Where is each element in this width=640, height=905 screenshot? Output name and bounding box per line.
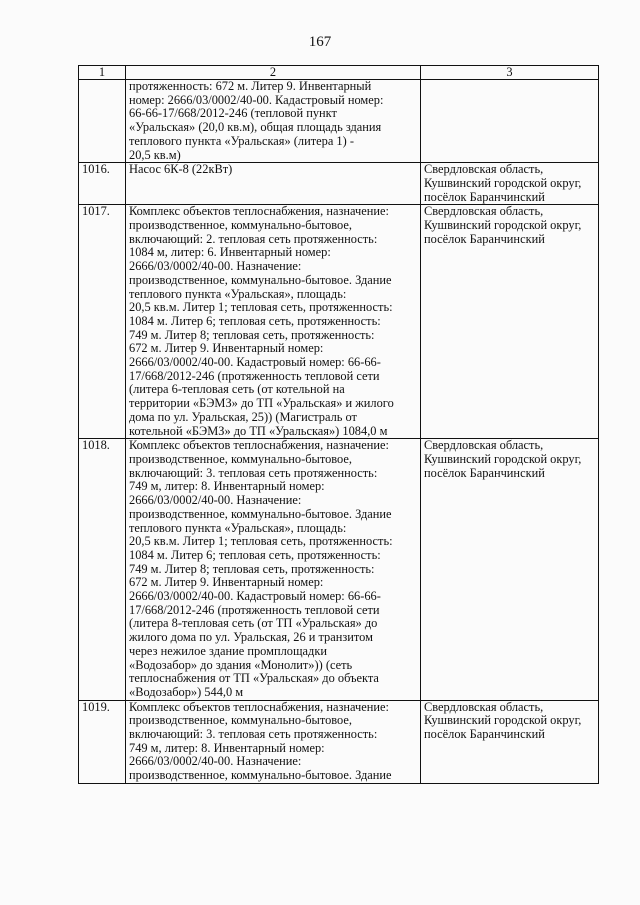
description-line: 20,5 кв.м) [129,147,181,162]
table-row [79,700,599,783]
description-line: включающий: 3. тепловая сеть протяженность: [129,465,378,480]
location-line: Кушвинский городской округ, [424,451,582,466]
header-cell-location: 3 [421,66,599,80]
row-number-cell [79,80,126,163]
location-line: посёлок Баранчинский [424,727,545,742]
description-line: дома по ул. Уральская, 25)) (Магистраль от [129,409,357,424]
description-line: 2666/03/0002/40-00. Кадастровый номер: 66-66- [129,589,381,604]
description-line: 2666/03/0002/40-00. Назначение: [129,754,302,769]
description-line: производственное, коммунально-бытовое, [129,713,352,728]
location-line: посёлок Баранчинский [424,189,545,204]
row-number-cell: 1017. [79,205,126,439]
description-line: производственное, коммунально-бытовое. Здание [129,768,392,783]
description-line: теплового пункта «Уральская», площадь: [129,286,347,301]
table-header-row [79,66,599,80]
table-row [79,80,599,163]
description-line: 17/668/2012-246 (протяженность тепловой сети [129,368,380,383]
row-number-cell: 1018. [79,439,126,700]
description-line: жилого дома по ул. Уральская, 26 и транзитом [129,630,373,645]
description-line: 672 м. Литер 9. Инвентарный номер: [129,341,324,356]
description-line: «Водозабор») 544,0 м [129,684,244,699]
location-line: Кушвинский городской округ, [424,218,582,233]
header-cell-description: 2 [126,66,421,80]
description-line: протяженность: 672 м. Литер 9. Инвентарный [129,79,372,93]
description-line: Насос 6К-8 (22кВт) [129,162,233,177]
location-line: Свердловская область, [424,438,544,453]
location-cell [421,205,599,439]
description-line: 1084 м. Литер 6; тепловая сеть, протяженность: [129,313,381,328]
description-line: 2666/03/0002/40-00. Назначение: [129,259,302,274]
description-line: 17/668/2012-246 (протяженность тепловой сети [129,602,380,617]
row-number-cell: 1016. [79,163,126,205]
description-line: «Уральская» (20,0 кв.м), общая площадь здания [129,120,382,135]
description-cell [126,439,421,700]
description-line: теплоснабжения от ТП «Уральская» до объекта [129,671,379,686]
description-line: котельной «БЭМЗ» до ТП «Уральская») 1084,0 м [129,423,388,438]
description-line: производственное, коммунально-бытовое, [129,218,352,233]
description-line: (литера 8-тепловая сеть (от ТП «Уральская» до [129,616,378,631]
description-line: 672 м. Литер 9. Инвентарный номер: [129,575,324,590]
description-line: Комплекс объектов теплоснабжения, назначение: [129,204,389,219]
description-line: «Водозабор» до здания «Монолит»)) (сеть [129,657,353,672]
description-line: 2666/03/0002/40-00. Назначение: [129,493,302,508]
location-cell [421,163,599,205]
row-number-cell: 1019. [79,700,126,783]
description-line: производственное, коммунально-бытовое. Здание [129,272,392,287]
description-cell [126,80,421,163]
location-line: Свердловская область, [424,700,544,714]
description-line: 749 м. Литер 8; тепловая сеть, протяженность: [129,561,375,576]
description-line: производственное, коммунально-бытовое, [129,451,352,466]
description-line: 20,5 кв.м. Литер 1; тепловая сеть, протяженность: [129,534,393,549]
location-cell [421,700,599,783]
property-table [78,65,599,784]
location-cell [421,80,599,163]
table-row [79,163,599,205]
location-cell [421,439,599,700]
location-line: посёлок Баранчинский [424,465,545,480]
description-line: 2666/03/0002/40-00. Кадастровый номер: 66-66- [129,355,381,370]
location-line: Свердловская область, [424,162,544,177]
description-line: 20,5 кв.м. Литер 1; тепловая сеть, протяженность: [129,300,393,315]
description-cell [126,163,421,205]
description-line: через нежилое здание промплощадки [129,643,327,658]
table-body [79,66,599,784]
location-line: Кушвинский городской округ, [424,175,582,190]
location-line: Свердловская область, [424,204,544,219]
description-line: 749 м, литер: 8. Инвентарный номер: [129,479,325,494]
description-line: 66-66-17/668/2012-246 (тепловой пункт [129,106,337,121]
description-line: теплового пункта «Уральская», площадь: [129,520,347,535]
description-line: 1084 м. Литер 6; тепловая сеть, протяженность: [129,547,381,562]
description-line: номер: 2666/03/0002/40-00. Кадастровый номер: [129,92,384,107]
description-line: включающий: 3. тепловая сеть протяженность: [129,727,378,742]
description-line: (литера 6-тепловая сеть (от котельной на [129,382,345,397]
description-line: 749 м, литер: 8. Инвентарный номер: [129,740,325,755]
description-line: Комплекс объектов теплоснабжения, назначение: [129,438,389,453]
description-line: территории «БЭМЗ» до ТП «Уральская» и жилого [129,396,394,411]
page-number: 167 [308,34,332,50]
description-line: включающий: 2. тепловая сеть протяженность: [129,231,378,246]
description-line: теплового пункта «Уральская» (литера 1) - [129,133,354,148]
description-line: 749 м. Литер 8; тепловая сеть, протяженность: [129,327,375,342]
description-cell [126,205,421,439]
description-line: производственное, коммунально-бытовое. Здание [129,506,392,521]
description-line: 1084 м, литер: 6. Инвентарный номер: [129,245,331,260]
header-cell-number: 1 [79,66,126,80]
table-row [79,439,599,700]
description-line: Комплекс объектов теплоснабжения, назначение: [129,700,389,714]
location-line: посёлок Баранчинский [424,231,545,246]
table-row [79,205,599,439]
description-cell [126,700,421,783]
location-line: Кушвинский городской округ, [424,713,582,728]
